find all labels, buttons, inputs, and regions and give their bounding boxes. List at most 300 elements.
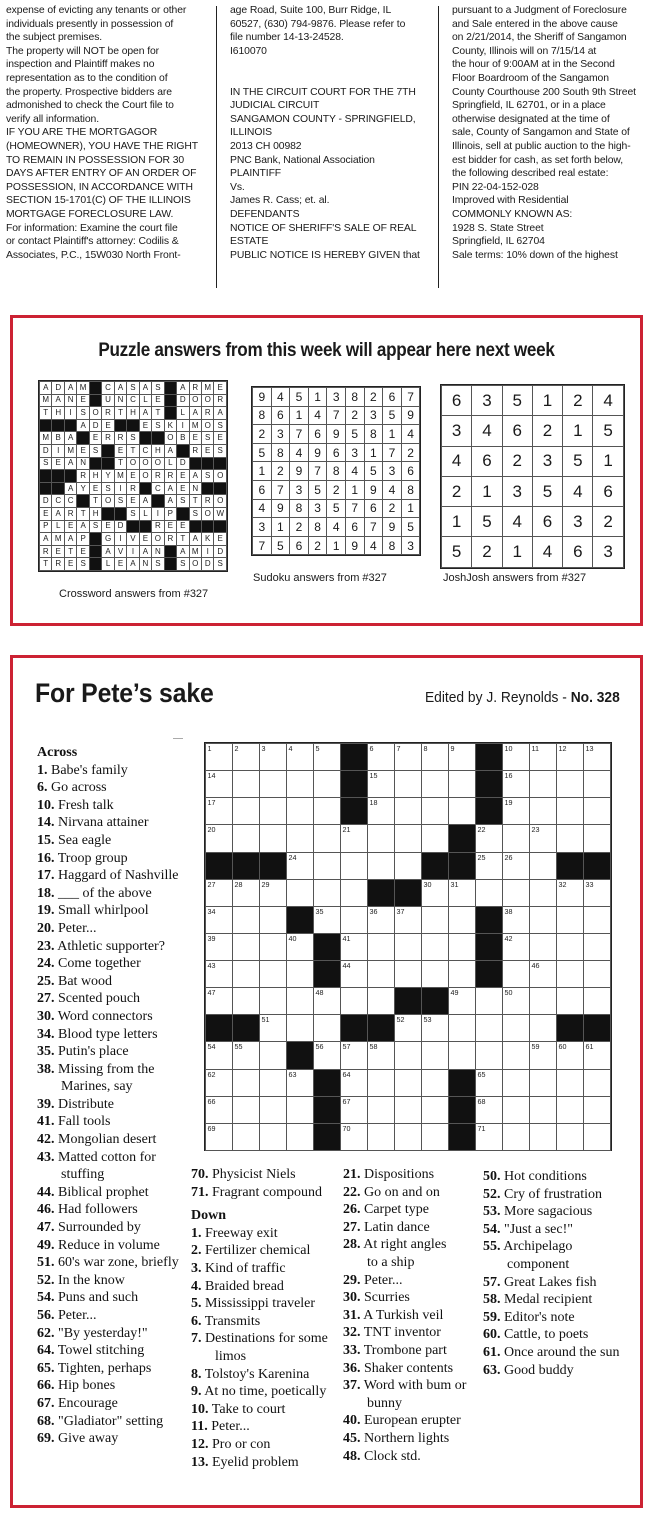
- answer-digit: 5: [327, 499, 346, 518]
- answer-digit: 4: [308, 406, 327, 425]
- grid-cell[interactable]: [368, 1069, 395, 1096]
- grid-cell[interactable]: [314, 988, 341, 1015]
- grid-cell[interactable]: [368, 771, 395, 798]
- answer-cell: A: [77, 520, 89, 533]
- grid-cell[interactable]: [368, 988, 395, 1015]
- grid-cell[interactable]: [449, 988, 476, 1015]
- answer-cell: E: [89, 482, 101, 495]
- grid-cell[interactable]: [287, 933, 314, 960]
- answer-cell: E: [114, 558, 126, 571]
- clue-text: Fall tools: [58, 1114, 111, 1130]
- grid-cell[interactable]: [206, 961, 233, 988]
- puzzle-editor-line: [425, 689, 620, 706]
- grid-cell[interactable]: [260, 1069, 287, 1096]
- grid-cell[interactable]: [503, 1123, 530, 1150]
- grid-cell[interactable]: [287, 1015, 314, 1042]
- grid-cell[interactable]: [503, 771, 530, 798]
- grid-cell[interactable]: [584, 1123, 611, 1150]
- grid-cell[interactable]: [449, 961, 476, 988]
- grid-cell[interactable]: [395, 852, 422, 879]
- notice-line: I610070: [230, 45, 267, 57]
- answer-cell: O: [201, 507, 213, 520]
- grid-cell[interactable]: [530, 798, 557, 825]
- clue-number-label: 39.: [37, 1096, 55, 1112]
- grid-cell[interactable]: [206, 1042, 233, 1069]
- grid-cell[interactable]: [476, 1042, 503, 1069]
- grid-cell[interactable]: [422, 1096, 449, 1123]
- grid-cell[interactable]: [584, 771, 611, 798]
- answer-digit: 5: [532, 476, 562, 506]
- clue-column-4: [483, 1168, 619, 1379]
- grid-cell[interactable]: [395, 825, 422, 852]
- grid-cell[interactable]: [557, 1096, 584, 1123]
- answer-digit: 4: [532, 537, 562, 567]
- grid-cell[interactable]: [395, 1015, 422, 1042]
- grid-cell[interactable]: [503, 988, 530, 1015]
- answer-digit: 3: [502, 476, 532, 506]
- grid-cell[interactable]: [584, 961, 611, 988]
- grid-cell[interactable]: [422, 1123, 449, 1150]
- notice-line: est bidder for cash, as set forth below,: [452, 154, 624, 166]
- grid-cell[interactable]: [530, 852, 557, 879]
- grid-cell[interactable]: [260, 1123, 287, 1150]
- answer-digit: 4: [290, 443, 309, 462]
- grid-cell[interactable]: [368, 798, 395, 825]
- clue: [37, 1201, 179, 1219]
- grid-cell[interactable]: [314, 798, 341, 825]
- black-square: [77, 495, 89, 508]
- grid-cell[interactable]: [287, 1069, 314, 1096]
- grid-cell[interactable]: [503, 744, 530, 771]
- clue: [191, 1295, 328, 1313]
- grid-cell[interactable]: [206, 906, 233, 933]
- answer-digit: 7: [308, 462, 327, 481]
- notice-line: sale, County of Sangamon and State of: [452, 127, 630, 139]
- grid-cell[interactable]: [449, 798, 476, 825]
- grid-cell[interactable]: [530, 933, 557, 960]
- grid-cell[interactable]: [422, 879, 449, 906]
- grid-cell[interactable]: [287, 798, 314, 825]
- grid-cell[interactable]: [395, 906, 422, 933]
- answer-cell: R: [189, 382, 201, 395]
- grid-cell[interactable]: [341, 933, 368, 960]
- grid-cell[interactable]: [530, 771, 557, 798]
- grid-cell[interactable]: [287, 852, 314, 879]
- grid-cell[interactable]: [260, 961, 287, 988]
- answer-digit: 3: [593, 537, 623, 567]
- grid-cell[interactable]: [368, 1096, 395, 1123]
- black-square: [449, 1069, 476, 1096]
- grid-cell[interactable]: [206, 771, 233, 798]
- answer-digit: 8: [383, 536, 402, 555]
- grid-cell[interactable]: [557, 798, 584, 825]
- grid-cell[interactable]: [503, 852, 530, 879]
- sudoku-answer-grid: [251, 386, 421, 556]
- clue-number-label: 53.: [483, 1204, 501, 1220]
- grid-cell[interactable]: [422, 798, 449, 825]
- grid-cell[interactable]: [476, 1123, 503, 1150]
- grid-cell[interactable]: [395, 961, 422, 988]
- notice-line: Illinois, sell at public auction to the high-: [452, 140, 631, 152]
- black-square: [314, 961, 341, 988]
- grid-cell[interactable]: [341, 852, 368, 879]
- clue-text: Carpet type: [364, 1202, 429, 1218]
- grid-cell[interactable]: [260, 933, 287, 960]
- answer-cell: R: [40, 545, 52, 558]
- grid-cell[interactable]: [476, 879, 503, 906]
- grid-cell[interactable]: [287, 1096, 314, 1123]
- grid-cell[interactable]: [314, 744, 341, 771]
- answer-digit: 2: [502, 446, 532, 476]
- answer-cell: D: [52, 382, 64, 395]
- grid-cell[interactable]: [557, 961, 584, 988]
- answer-cell: E: [64, 520, 76, 533]
- grid-cell[interactable]: [206, 1069, 233, 1096]
- grid-cell[interactable]: [530, 988, 557, 1015]
- notice-line: Vs.: [230, 181, 245, 193]
- grid-cell[interactable]: [287, 879, 314, 906]
- grid-cell[interactable]: [422, 1042, 449, 1069]
- clue-number-label: 3.: [191, 1260, 202, 1276]
- answer-cell: T: [127, 444, 139, 457]
- grid-cell[interactable]: [314, 1015, 341, 1042]
- grid-cell[interactable]: [260, 825, 287, 852]
- grid-cell[interactable]: [449, 771, 476, 798]
- answer-digit: 2: [532, 416, 562, 446]
- grid-cell[interactable]: [314, 879, 341, 906]
- grid-cell[interactable]: [557, 1042, 584, 1069]
- grid-cell[interactable]: [503, 1042, 530, 1069]
- grid-cell[interactable]: [557, 906, 584, 933]
- answer-digit: 9: [308, 443, 327, 462]
- clue-text: "Just a sec!": [504, 1221, 573, 1237]
- grid-cell[interactable]: [233, 879, 260, 906]
- grid-cell[interactable]: [422, 771, 449, 798]
- grid-cell[interactable]: [260, 744, 287, 771]
- answer-digit: 1: [401, 499, 420, 518]
- grid-cell[interactable]: [476, 825, 503, 852]
- grid-cell[interactable]: [368, 961, 395, 988]
- notice-line: ILLINOIS: [230, 127, 272, 139]
- grid-cell[interactable]: [368, 1123, 395, 1150]
- answer-digit: 4: [593, 386, 623, 416]
- clue-number: 63: [288, 1069, 297, 1079]
- crossword-panel: [10, 655, 643, 1508]
- notice-line: representation as to the condition of: [6, 72, 168, 84]
- clue: [37, 1342, 179, 1360]
- clue-number-label: 10.: [37, 797, 55, 813]
- grid-cell[interactable]: [530, 961, 557, 988]
- grid-cell[interactable]: [206, 988, 233, 1015]
- clue-number-label: 10.: [191, 1401, 209, 1417]
- black-square: [201, 457, 213, 470]
- legal-column-1: [6, 4, 206, 262]
- grid-cell[interactable]: [584, 988, 611, 1015]
- clue: [343, 1201, 466, 1219]
- answer-cell: T: [77, 507, 89, 520]
- grid-cell[interactable]: [233, 744, 260, 771]
- grid-cell[interactable]: [314, 771, 341, 798]
- grid-cell[interactable]: [395, 744, 422, 771]
- clue: [483, 1256, 619, 1274]
- clue-number-label: 12.: [191, 1436, 209, 1452]
- black-square: [164, 394, 176, 407]
- clue-text: Give away: [58, 1431, 119, 1447]
- grid-cell[interactable]: [260, 1015, 287, 1042]
- grid-cell[interactable]: [260, 988, 287, 1015]
- clue: [343, 1324, 466, 1342]
- grid-cell[interactable]: [584, 744, 611, 771]
- grid-cell[interactable]: [449, 1015, 476, 1042]
- clue-number-label: 19.: [37, 903, 55, 919]
- grid-cell[interactable]: [395, 1096, 422, 1123]
- grid-cell[interactable]: [422, 961, 449, 988]
- grid-cell[interactable]: [530, 1123, 557, 1150]
- grid-cell[interactable]: [206, 825, 233, 852]
- clue-text: Biblical prophet: [58, 1184, 149, 1200]
- answer-cell: E: [52, 545, 64, 558]
- grid-cell[interactable]: [341, 1123, 368, 1150]
- grid-cell[interactable]: [422, 825, 449, 852]
- grid-cell[interactable]: [233, 1096, 260, 1123]
- grid-cell[interactable]: [449, 1042, 476, 1069]
- answer-cell: M: [189, 419, 201, 432]
- grid-cell[interactable]: [422, 744, 449, 771]
- grid-cell[interactable]: [476, 852, 503, 879]
- grid-cell[interactable]: [530, 1069, 557, 1096]
- grid-cell[interactable]: [449, 933, 476, 960]
- grid-cell[interactable]: [503, 1015, 530, 1042]
- grid-cell[interactable]: [530, 1015, 557, 1042]
- grid-cell[interactable]: [314, 852, 341, 879]
- grid-cell[interactable]: [233, 988, 260, 1015]
- grid-cell[interactable]: [395, 1123, 422, 1150]
- notice-line: NOTICE OF SHERIFF'S SALE OF REAL: [230, 222, 417, 234]
- grid-cell[interactable]: [206, 879, 233, 906]
- grid-cell[interactable]: [449, 744, 476, 771]
- grid-cell[interactable]: [233, 1042, 260, 1069]
- grid-cell[interactable]: [530, 1042, 557, 1069]
- grid-cell[interactable]: [341, 988, 368, 1015]
- grid-cell[interactable]: [233, 961, 260, 988]
- clue-number-label: 36.: [343, 1360, 361, 1376]
- grid-cell[interactable]: [476, 1096, 503, 1123]
- grid-cell[interactable]: [557, 879, 584, 906]
- grid-cell[interactable]: [422, 1015, 449, 1042]
- joshjosh-answer-caption: JoshJosh answers from #327: [443, 572, 587, 584]
- black-square: [314, 1096, 341, 1123]
- grid-cell[interactable]: [557, 1069, 584, 1096]
- answer-cell: N: [152, 545, 164, 558]
- grid-cell[interactable]: [233, 798, 260, 825]
- grid-cell[interactable]: [341, 961, 368, 988]
- clue-number: 59: [531, 1042, 540, 1052]
- grid-cell[interactable]: [557, 933, 584, 960]
- clue-number-label: 66.: [37, 1378, 55, 1394]
- grid-cell[interactable]: [233, 1123, 260, 1150]
- grid-cell[interactable]: [584, 798, 611, 825]
- grid-cell[interactable]: [476, 1015, 503, 1042]
- clue: [191, 1225, 328, 1243]
- grid-cell[interactable]: [287, 961, 314, 988]
- grid-cell[interactable]: [503, 933, 530, 960]
- grid-cell[interactable]: [476, 1069, 503, 1096]
- column-divider: [216, 6, 217, 288]
- grid-cell[interactable]: [557, 825, 584, 852]
- grid-cell[interactable]: [287, 744, 314, 771]
- grid-cell[interactable]: [314, 1042, 341, 1069]
- grid-cell[interactable]: [530, 744, 557, 771]
- answer-digit: 7: [290, 425, 309, 444]
- crossword-answer-caption: Crossword answers from #327: [59, 588, 209, 600]
- answer-cell: E: [164, 520, 176, 533]
- grid-cell[interactable]: [530, 825, 557, 852]
- grid-cell[interactable]: [206, 744, 233, 771]
- grid-cell[interactable]: [206, 1096, 233, 1123]
- answer-digit: 1: [502, 537, 532, 567]
- grid-cell[interactable]: [503, 1069, 530, 1096]
- grid-cell[interactable]: [233, 1069, 260, 1096]
- grid-cell[interactable]: [287, 825, 314, 852]
- clue-text: Babe's family: [51, 762, 128, 778]
- grid-cell[interactable]: [368, 852, 395, 879]
- grid-cell[interactable]: [233, 771, 260, 798]
- grid-cell[interactable]: [422, 1069, 449, 1096]
- answer-cell: T: [40, 407, 52, 420]
- grid-cell[interactable]: [422, 933, 449, 960]
- grid-cell[interactable]: [503, 906, 530, 933]
- answer-cell: N: [139, 558, 151, 571]
- notice-line: the following described real estate:: [452, 168, 609, 180]
- grid-cell[interactable]: [233, 933, 260, 960]
- grid-cell[interactable]: [341, 1042, 368, 1069]
- grid-cell[interactable]: [422, 906, 449, 933]
- grid-cell[interactable]: [503, 1096, 530, 1123]
- grid-cell[interactable]: [368, 906, 395, 933]
- answer-cell: I: [114, 533, 126, 546]
- grid-cell[interactable]: [530, 1096, 557, 1123]
- grid-cell[interactable]: [395, 1069, 422, 1096]
- clue: [483, 1344, 619, 1362]
- black-square: [164, 558, 176, 571]
- grid-cell[interactable]: [584, 1042, 611, 1069]
- grid-cell[interactable]: [260, 1096, 287, 1123]
- grid-cell[interactable]: [287, 771, 314, 798]
- grid-cell[interactable]: [233, 906, 260, 933]
- grid-cell[interactable]: [341, 906, 368, 933]
- clue-number-label: 30.: [343, 1290, 361, 1306]
- grid-cell[interactable]: [206, 933, 233, 960]
- clue: [191, 1383, 328, 1401]
- grid-cell[interactable]: [530, 906, 557, 933]
- grid-cell[interactable]: [260, 906, 287, 933]
- grid-cell[interactable]: [341, 1096, 368, 1123]
- clue-number: 25: [477, 852, 486, 862]
- grid-cell[interactable]: [395, 798, 422, 825]
- clue-text: Take to court: [211, 1401, 286, 1417]
- grid-cell[interactable]: [476, 988, 503, 1015]
- answer-cell: A: [189, 533, 201, 546]
- grid-cell[interactable]: [449, 879, 476, 906]
- grid-cell[interactable]: [233, 825, 260, 852]
- answer-digit: 3: [364, 406, 383, 425]
- clue-number-label: 14.: [37, 815, 55, 831]
- black-square: [449, 1123, 476, 1150]
- grid-cell[interactable]: [314, 906, 341, 933]
- answer-digit: 9: [401, 406, 420, 425]
- grid-cell[interactable]: [206, 1123, 233, 1150]
- grid-cell[interactable]: [530, 879, 557, 906]
- clue-number-label: 69.: [37, 1431, 55, 1447]
- notice-line: the hour of 9:00AM at in the Second: [452, 59, 615, 71]
- grid-cell[interactable]: [449, 906, 476, 933]
- grid-cell[interactable]: [341, 879, 368, 906]
- grid-cell[interactable]: [368, 933, 395, 960]
- grid-cell[interactable]: [584, 1096, 611, 1123]
- clue-text: Clock std.: [364, 1448, 421, 1464]
- grid-cell[interactable]: [584, 825, 611, 852]
- grid-cell[interactable]: [260, 1042, 287, 1069]
- grid-cell[interactable]: [557, 744, 584, 771]
- grid-cell[interactable]: [395, 771, 422, 798]
- grid-cell[interactable]: [260, 771, 287, 798]
- grid-cell[interactable]: [287, 988, 314, 1015]
- clue-text: Tolstoy's Karenina: [204, 1366, 310, 1382]
- grid-cell[interactable]: [287, 1123, 314, 1150]
- clue-text: Eyelid problem: [212, 1454, 299, 1470]
- grid-cell[interactable]: [314, 825, 341, 852]
- grid-cell[interactable]: [395, 1042, 422, 1069]
- notice-line: the property. Prospective bidders are: [6, 86, 172, 98]
- grid-cell[interactable]: [395, 933, 422, 960]
- grid-cell[interactable]: [557, 988, 584, 1015]
- black-square: [89, 545, 101, 558]
- clue-number-label: 51.: [37, 1255, 55, 1271]
- grid-cell[interactable]: [368, 1042, 395, 1069]
- answer-digit: 3: [442, 416, 472, 446]
- grid-cell[interactable]: [503, 961, 530, 988]
- clue-number-label: 54.: [483, 1221, 501, 1237]
- clue-number: 69: [207, 1123, 216, 1133]
- black-square: [89, 382, 101, 395]
- grid-cell[interactable]: [503, 825, 530, 852]
- grid-cell[interactable]: [206, 798, 233, 825]
- clue-text: Peter...: [364, 1272, 403, 1288]
- clue-text: Peter...: [211, 1419, 250, 1435]
- grid-cell[interactable]: [341, 1069, 368, 1096]
- grid-cell[interactable]: [584, 933, 611, 960]
- black-square: [449, 825, 476, 852]
- clue-number-label: 71.: [191, 1184, 209, 1200]
- grid-cell[interactable]: [557, 771, 584, 798]
- grid-cell[interactable]: [584, 906, 611, 933]
- answer-cell: B: [52, 432, 64, 445]
- answer-cell: R: [201, 407, 213, 420]
- grid-cell[interactable]: [503, 879, 530, 906]
- grid-cell[interactable]: [260, 798, 287, 825]
- grid-cell[interactable]: [341, 825, 368, 852]
- grid-cell[interactable]: [503, 798, 530, 825]
- grid-cell[interactable]: [368, 825, 395, 852]
- black-square: [233, 852, 260, 879]
- grid-cell[interactable]: [584, 879, 611, 906]
- grid-cell[interactable]: [557, 1123, 584, 1150]
- grid-cell[interactable]: [368, 744, 395, 771]
- grid-cell[interactable]: [584, 1069, 611, 1096]
- grid-cell[interactable]: [260, 879, 287, 906]
- clue: [191, 1348, 328, 1366]
- answer-cell: H: [152, 444, 164, 457]
